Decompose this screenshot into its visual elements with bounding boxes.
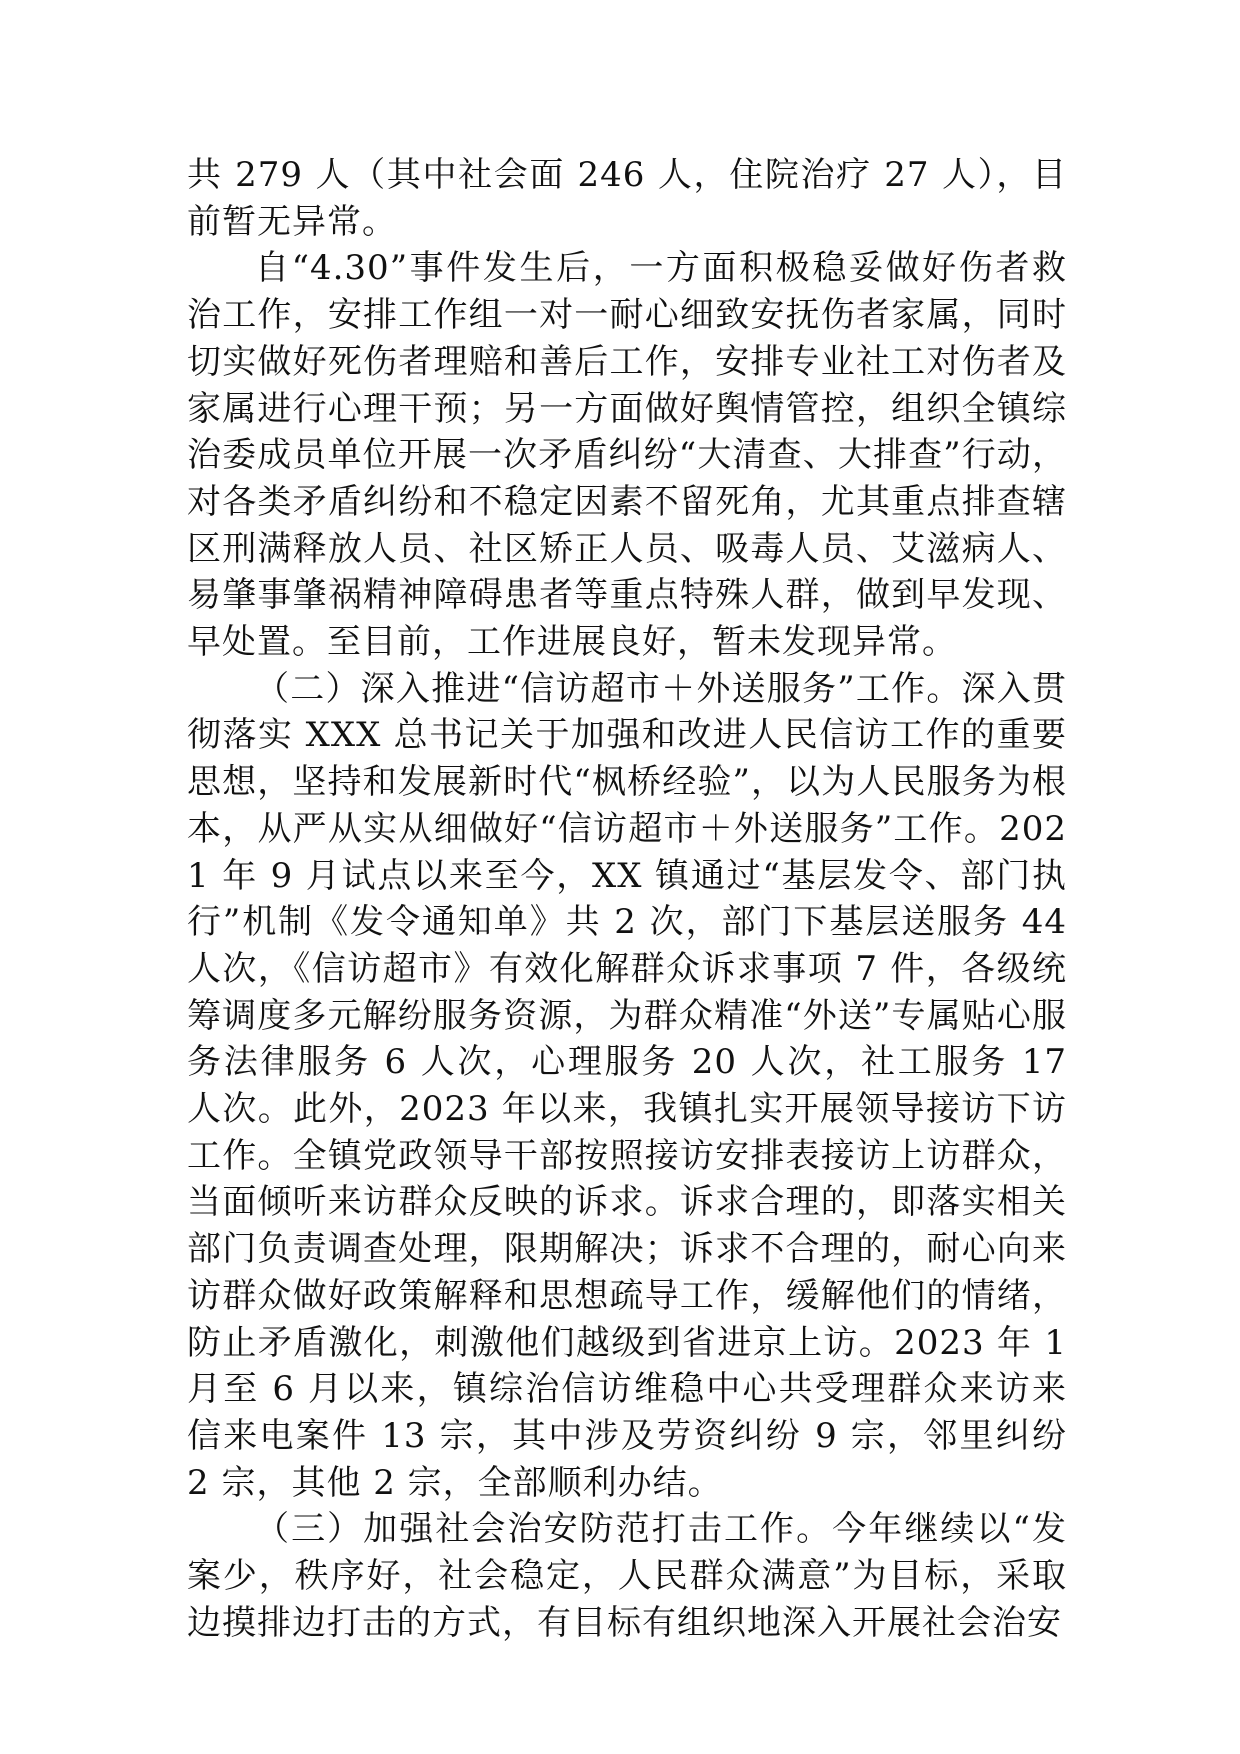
paragraph-continuation: 共 279 人（其中社会面 246 人，住院治疗 27 人），目前暂无异常。 (187, 155, 1067, 242)
document-body (187, 152, 1067, 1647)
paragraph-petition-service: （二）深入推进“信访超市＋外送服务”工作。深入贯彻落实 XXX 总书记关于加强和改进人民信访工作的重要思想，坚持和发展新时代“枫桥经验”，以为人民服务为根本，从严从实从细做好“信访超市＋外送服务”工作。2021 年 9 月试点以来至今，XX 镇通过“基层发令、部门执行”机制《发令通知单》共 2 次，部门下基层送服务 44 人次，《信访超市》有效化解群众诉求事项 7 件，各级统筹调度多元解纷服务资源，为群众精准“外送”专属贴心服务法律服务 6 人次，心理服务 20 人次，社工服务 17 人次。此外，2023 年以来，我镇扎实开展领导接访下访工作。全镇党政领导干部按照接访安排表接访上访群众，当面倾听来访群众反映的诉求。诉求合理的，即落实相关部门负责调查处理，限期解决；诉求不合理的，耐心向来访群众做好政策解释和思想疏导工作，缓解他们的情绪，防止矛盾激化，刺激他们越级到省进京上访。2023 年 1 月至 6 月以来，镇综治信访维稳中心共受理群众来访来信来电案件 13 宗，其中涉及劳资纠纷 9 宗，邻里纠纷 2 宗，其他 2 宗，全部顺利办结。 (187, 668, 1067, 1503)
paragraph-public-security: （三）加强社会治安防范打击工作。今年继续以“发案少，秩序好，社会稳定，人民群众满意”为目标，采取边摸排边打击的方式，有目标有组织地深入开展社会治安 (187, 1509, 1067, 1643)
paragraph-incident-response: 自“4.30”事件发生后，一方面积极稳妥做好伤者救治工作，安排工作组一对一耐心细致安抚伤者家属，同时切实做好死伤者理赔和善后工作，安排专业社工对伤者及家属进行心理干预；另一方面做好舆情管控，组织全镇综治委成员单位开展一次矛盾纠纷“大清查、大排查”行动，对各类矛盾纠纷和不稳定因素不留死角，尤其重点排查辖区刑满释放人员、社区矫正人员、吸毒人员、艾滋病人、易肇事肇祸精神障碍患者等重点特殊人群，做到早发现、早处置。至目前，工作进展良好，暂未发现异常。 (187, 248, 1067, 663)
